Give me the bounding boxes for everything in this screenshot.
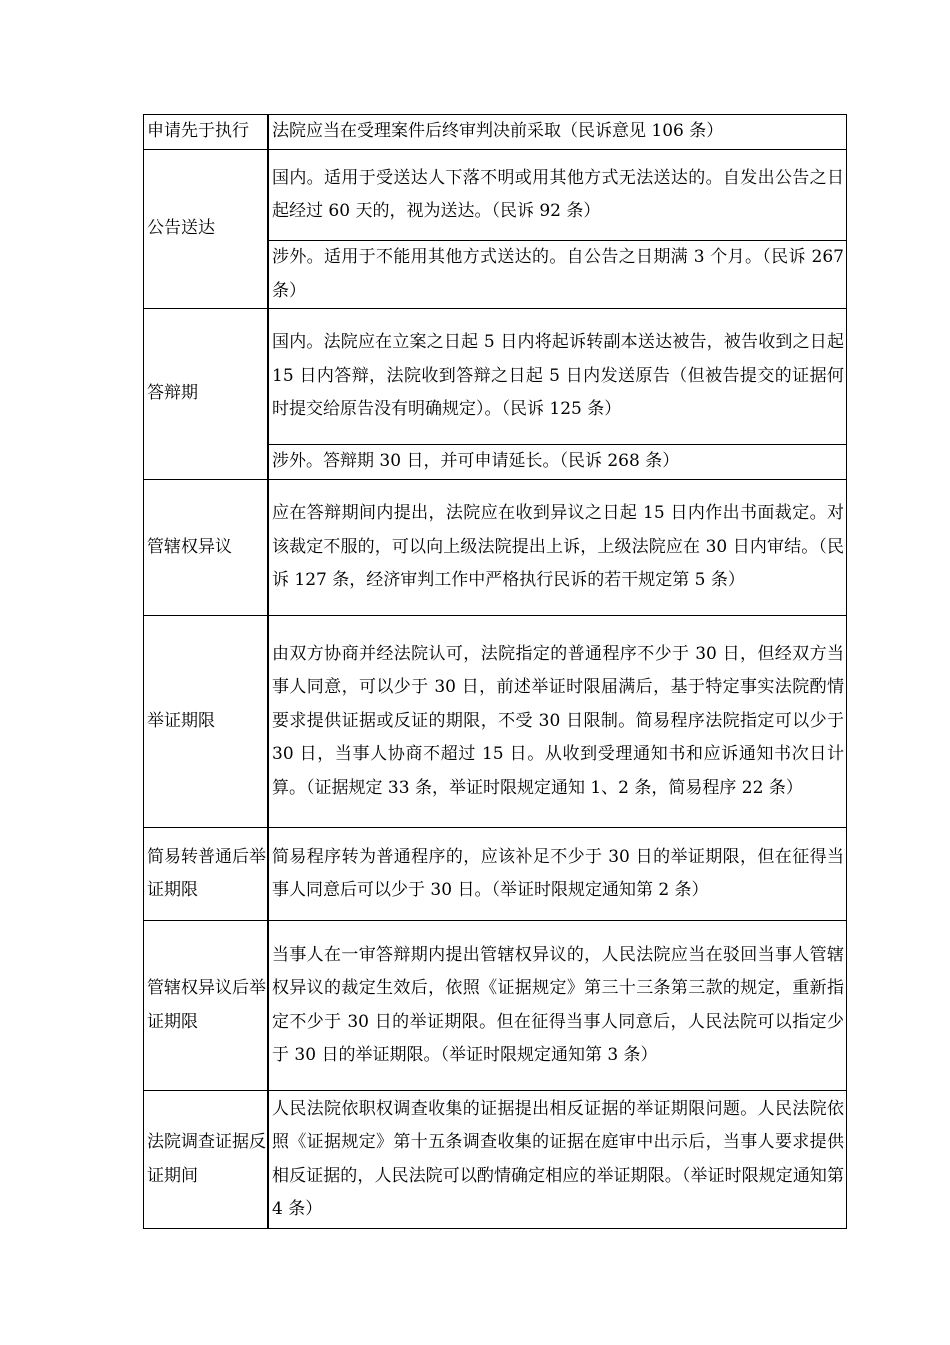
row-content: 由双方协商并经法院认可，法院指定的普通程序不少于 30 日，但经双方当事人同意，可以少于 30 日，前述举证时限届满后，基于特定事实法院酌情要求提供证据或反证的期限，不受 30 日限制。简易程序法院指定可以少于 30 日，当事人协商不超过 15 日。从收到受理通知书和应诉通知书次日计算。（证据规定 33 条，举证时限规定通知 1、2 条，简易程序 22 条） xyxy=(268,616,847,828)
row-content: 应在答辩期间内提出，法院应在收到异议之日起 15 日内作出书面裁定。对该裁定不服的，可以向上级法院提出上诉，上级法院应在 30 日内审结。（民诉 127 条，经济审判工作中严格执行民诉的若干规定第 5 条） xyxy=(268,480,847,616)
table-row xyxy=(144,480,847,616)
row-content: 国内。法院应在立案之日起 5 日内将起诉转副本送达被告，被告收到之日起 15 日内答辩，法院收到答辩之日起 5 日内发送原告（但被告提交的证据何时提交给原告没有明确规定）。（民诉 125 条） xyxy=(268,309,847,445)
row-content: 涉外。适用于不能用其他方式送达的。自公告之日期满 3 个月。（民诉 267 条） xyxy=(268,241,847,309)
row-label: 管辖权异议 xyxy=(144,480,269,616)
row-label: 公告送达 xyxy=(144,150,269,309)
row-label: 简易转普通后举证期限 xyxy=(144,828,269,921)
table-row xyxy=(144,150,847,241)
row-label: 法院调查证据反证期间 xyxy=(144,1091,269,1229)
row-content: 当事人在一审答辩期内提出管辖权异议的，人民法院应当在驳回当事人管辖权异议的裁定生效后，依照《证据规定》第三十三条第三款的规定，重新指定不少于 30 日的举证期限。但在征得当事人同意后，人民法院可以指定少于 30 日的举证期限。（举证时限规定通知第 3 条） xyxy=(268,921,847,1091)
deadline-table xyxy=(143,114,847,1229)
table-row xyxy=(144,616,847,828)
row-content: 简易程序转为普通程序的，应该补足不少于 30 日的举证期限，但在征得当事人同意后可以少于 30 日。（举证时限规定通知第 2 条） xyxy=(268,828,847,921)
row-label: 举证期限 xyxy=(144,616,269,828)
row-content: 国内。适用于受送达人下落不明或用其他方式无法送达的。自发出公告之日起经过 60 天的，视为送达。（民诉 92 条） xyxy=(268,150,847,241)
table-row xyxy=(144,921,847,1091)
table-row xyxy=(144,828,847,921)
row-content: 涉外。答辩期 30 日，并可申请延长。（民诉 268 条） xyxy=(268,445,847,480)
row-label: 申请先于执行 xyxy=(144,115,269,150)
row-label: 答辩期 xyxy=(144,309,269,480)
row-label: 管辖权异议后举证期限 xyxy=(144,921,269,1091)
row-content: 法院应当在受理案件后终审判决前采取（民诉意见 106 条） xyxy=(268,115,847,150)
table-row xyxy=(144,1091,847,1229)
table-row xyxy=(144,115,847,150)
row-content: 人民法院依职权调查收集的证据提出相反证据的举证期限问题。人民法院依照《证据规定》第十五条调查收集的证据在庭审中出示后，当事人要求提供相反证据的，人民法院可以酌情确定相应的举证期限。（举证时限规定通知第 4 条） xyxy=(268,1091,847,1229)
table-row xyxy=(144,309,847,445)
